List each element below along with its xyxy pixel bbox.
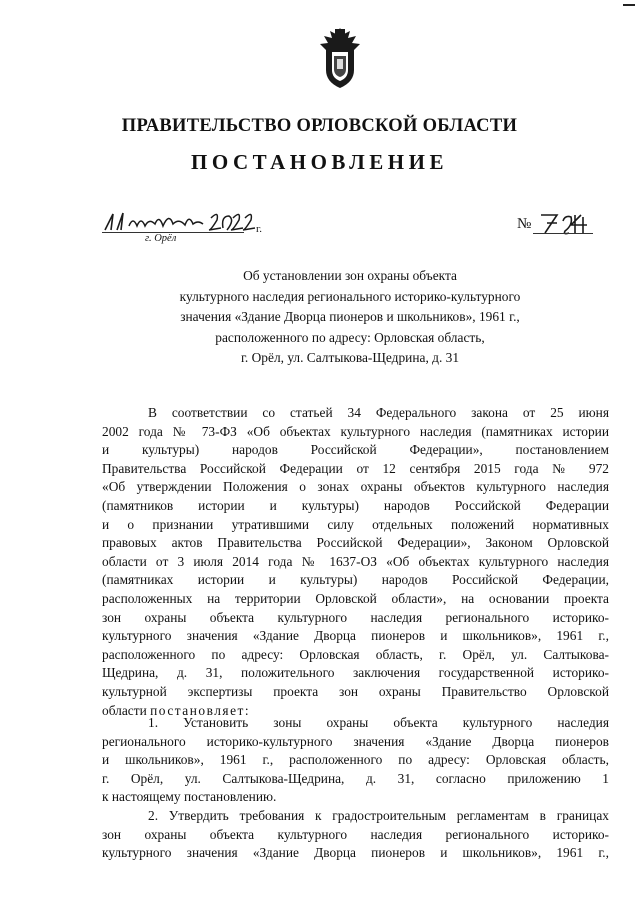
paragraph-line: к настоящему постановлению. [102,789,277,805]
document-type-title: ПОСТАНОВЛЕНИЕ [191,150,448,174]
number-underline [533,233,593,234]
subject-line: значения «Здание Дворца пионеров и школьников», 1961 г., [180,309,520,324]
clause-1-paragraph [102,714,609,807]
paragraph-line: и культуры) народов Российской Федерации», постановлением [102,442,609,458]
paragraph-line: области от 3 июля 2014 года № 1637-ОЗ «Об объектах культурного наследия [102,553,609,569]
paragraph-line: (памятников истории и культуры) народов Российской Федерации [102,497,609,513]
paragraph-line: зон охраны объекта культурного наследия регионального историко- [102,609,609,625]
preamble-paragraph [102,404,609,720]
paragraph-line: культурного значения «Здание Дворца пионеров и школьников», 1961 г., [102,845,609,861]
subject-line: расположенного по адресу: Орловская область, [215,329,485,345]
paragraph-line: и школьников», 1961 г., расположенного по адресу: Орловская область, [102,752,609,768]
paragraph-line: г. Орёл, ул. Салтыкова-Щедрина, д. 31, согласно приложению 1 [102,770,609,786]
paragraph-line: культурной экспертизы проекта зон охраны Правительство Орловской [102,683,609,699]
document-subject [100,266,600,369]
number-label: № [517,216,532,232]
paragraph-line: «Об утверждении Положения о зонах охраны объектов культурного наследия [102,479,609,495]
paragraph-line: Правительства Российской Федерации от 12 сентября 2015 года № 972 [102,460,609,476]
paragraph-line: (памятниках истории и культуры) народов Российской Федерации, [102,572,609,588]
paragraph-line-text: области [102,702,147,718]
postanovlyaet-word: постановляет: [150,702,251,718]
organization-title: ПРАВИТЕЛЬСТВО ОРЛОВСКОЙ ОБЛАСТИ [121,116,518,136]
subject-line: культурного наследия регионального историко-культурного [179,288,521,304]
paragraph-line: правовых актов Правительства Российской Федерации», Законом Орловской [102,535,609,551]
paragraph-line: 1. Установить зоны охраны объекта культурного наследия [148,715,609,730]
paragraph-line: 2. Утвердить требования к градостроительным регламентам в границах [148,808,609,823]
paragraph-line: Щедрина, д. 31, положительного заключения государственной историко- [102,665,609,681]
coat-of-arms-icon [316,26,364,90]
paragraph-line: расположенного по адресу: Орловская область, г. Орёл, ул. Салтыкова- [102,646,609,662]
paragraph-line: и о признании утратившими силу отдельных положений нормативных [102,516,609,532]
corner-mark [623,4,635,6]
subject-line: г. Орёл, ул. Салтыкова-Щедрина, д. 31 [240,350,460,365]
paragraph-line: 2002 года № 73-ФЗ «Об объектах культурного наследия (памятниках истории [102,423,609,439]
city: г. Орёл [145,233,177,244]
handwritten-number [535,209,595,235]
subject-line: Об установлении зон охраны объекта [243,268,457,283]
svg-text:г.: г. [256,223,263,235]
paragraph-line: культурного значения «Здание Дворца пионеров и школьников», 1961 г., [102,628,609,644]
paragraph-line: расположенных на территории Орловской области», на основании проекта [102,590,609,606]
paragraph-line: В соответствии со статьей 34 Федерального закона от 25 июня [148,405,609,420]
clause-2-paragraph [102,807,609,863]
paragraph-line: зон охраны объекта культурного наследия регионального историко- [102,826,609,842]
paragraph-line: регионального историко-культурного значения «Здание Дворца пионеров [102,733,609,749]
